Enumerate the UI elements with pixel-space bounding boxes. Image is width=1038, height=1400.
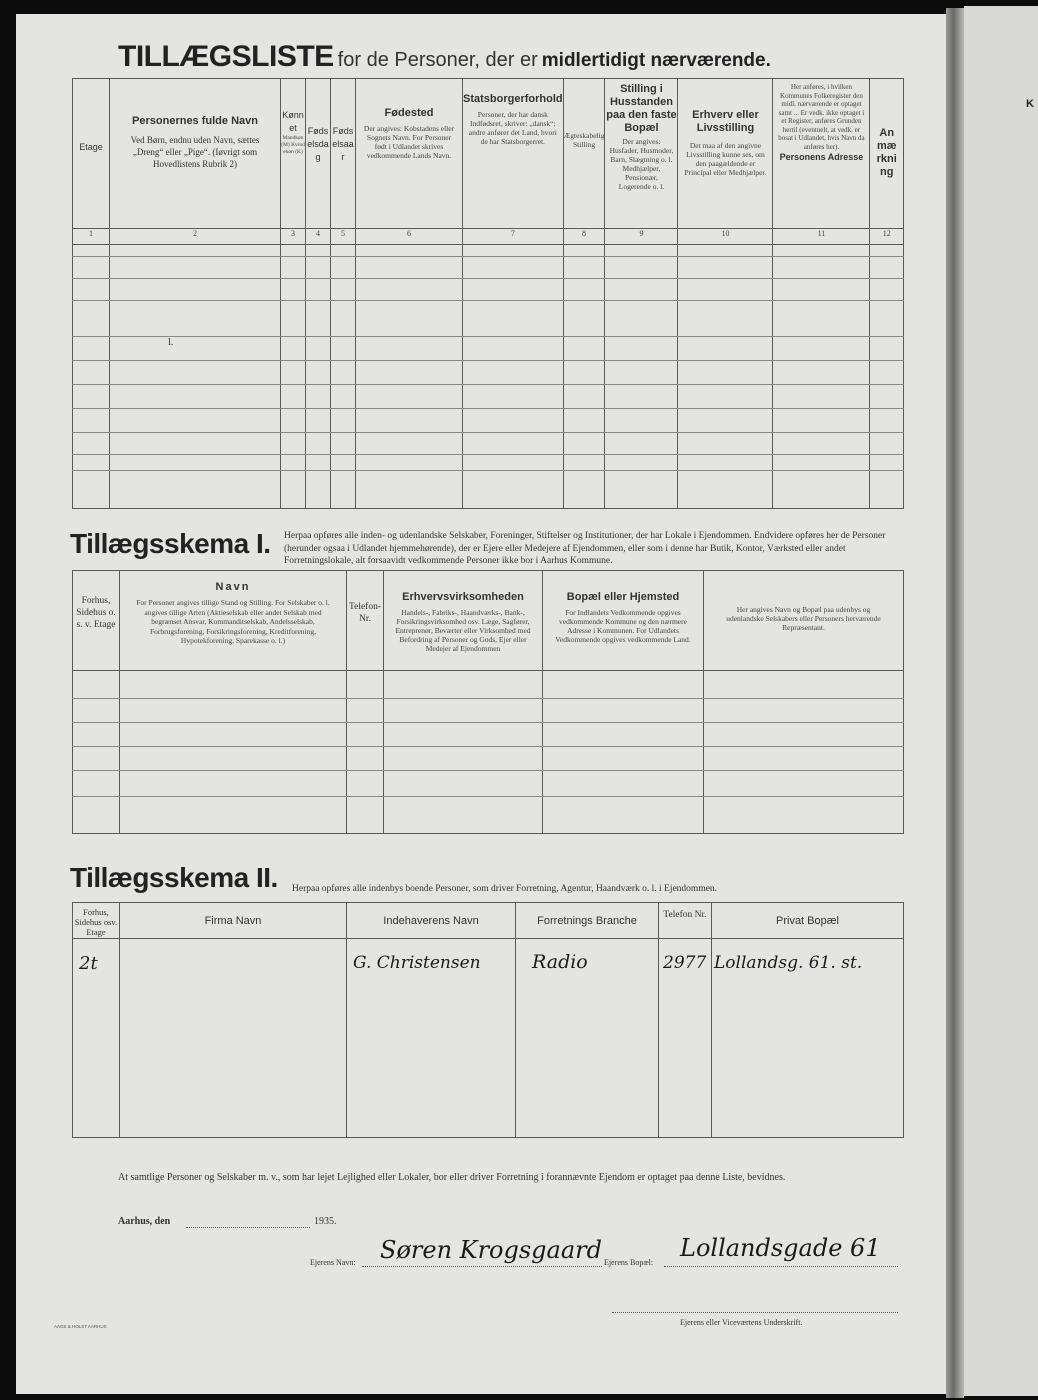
s1-col-navn: Navn For Personer angives tillige Stand og Stilling. For Selskaber o. l. angives tillige Arten (Aktieselskab eller andet Selskab med begrænset Ansvar, Kommanditselskab, Andelsselskab, Forbrugsforening, Forsikringsforening, Kreditforening, Hypotekforening, Sparekasse o. l.) xyxy=(120,571,347,671)
list-title-sub-bold: midlertidigt nærværende. xyxy=(541,50,771,71)
date-line xyxy=(186,1227,310,1228)
place-label: Aarhus, den xyxy=(118,1216,171,1227)
owner-addr-label: Ejerens Bopæl: xyxy=(604,1258,654,1267)
col-adresse: Her anføres, i hvilken Kommunes Folkeregister den midl. nærværende er optaget samt ... Er vedk. ikke optaget i et Register, anføres Grunden hertil (eventuelt, at vedk. er bosat i Udlandet, hvis Navn da anføres her). Personens Adresse xyxy=(773,79,870,229)
col-etage: Etage xyxy=(73,79,110,229)
s1-rule xyxy=(72,722,904,723)
next-page-letter: K xyxy=(1026,98,1034,110)
col-statsborger: Statsborgerforhold Personer, der har dansk Indfødsret, skriver: „dansk“; andre anfører det Land, hvori de har Statsborgerret. xyxy=(463,79,564,229)
s1-col-telefon: Telefon-Nr. xyxy=(347,571,384,671)
owner-addr-line xyxy=(664,1266,898,1267)
book-gutter xyxy=(946,8,964,1398)
s1-col-etage: Forhus, Sidehus o. s. v. Etage xyxy=(73,571,120,671)
skema1-table xyxy=(72,570,904,834)
signature-line xyxy=(612,1312,898,1313)
owner-name-line xyxy=(362,1266,602,1267)
s2-col-privat-bopael: Privat Bopæl xyxy=(776,915,839,927)
col-foedested: Fødested Der angives: Kobstadens eller Sognets Navn. For Personer født i Udlandet skrives vedkommende Lands Navn. xyxy=(356,79,463,229)
col-foedselsdag: Fødselsdag xyxy=(306,79,331,229)
col-foedselsaar: Fødselsaar xyxy=(331,79,356,229)
list-rule xyxy=(72,384,904,385)
list-rule xyxy=(72,408,904,409)
col-aegteskab: Ægteskabelig Stilling xyxy=(563,79,605,229)
list-rule xyxy=(72,360,904,361)
owner-name-label: Ejerens Navn: xyxy=(310,1258,356,1267)
list-table: Etage Personernes fulde Navn Ved Børn, endnu uden Navn, sættes „Dreng“ eller „Pige“. (Iøvrigt som Hovedlistens Rubrik 2) Kønnet Mandkøn (M) Kvindekøn (K) Fødselsdag Fødselsaar Fødested Der angives: Kobstadens eller Sognets Navn. For Personer født i Udlandet skrives vedkommende Lands Navn. Statsborgerforhold Personer, der har dansk Indfødsret, skriver: „dansk“; andre anfører det Land, hvori de har Statsborgerret. Ægteskabelig Stilling Stilling i Husstanden paa den faste Bopæl Der angives: Husfader, Husmoder, Barn, Slægtning o. l. Medhjælper, Pensionær, Logerende o. l. Erhverv eller Livsstilling Det maa af den angivne Livsstilling kunne ses, om den paagældende er Principal eller Medhjælper. Her anføres, i hvilken Kommunes Folkeregister den midl. nærværende er optaget samt ... Er vedk. ikke optaget i et Register, anføres Grunden hertil (eventuelt, at vedk. er bosat i Udlandet, hvis Navn da anføres her). Personens Adresse Anmærkning 1 2 3 4 5 6 7 8 9 10 11 12 l. xyxy=(72,78,904,509)
printer-mark: AAGE & HOLST AARHUS xyxy=(54,1324,107,1329)
list-rule xyxy=(72,454,904,455)
s2-col-etage: Forhus, Sidehus osv. Etage xyxy=(74,907,118,937)
s2-col-firma: Firma Navn xyxy=(204,915,262,927)
col-stilling: Stilling i Husstanden paa den faste Bopæl Der angives: Husfader, Husmoder, Barn, Slægtning o. l. Medhjælper, Pensionær, Logerende o. l. xyxy=(605,79,678,229)
s2-entry-indehaver: G. Christensen xyxy=(353,953,481,973)
list-title-sub: for de Personer, der er xyxy=(337,49,538,71)
skema1-title: Tillægsskema I. xyxy=(70,528,271,559)
s2-entry-branche: Radio xyxy=(532,951,588,973)
s1-col-bopael: Bopæl eller Hjemsted For Indlandets Vedkommende opgives vedkommende Kommune og den nærmere Adresse i Kommunen. For Udlandets Vedkommende opgives vedkommende Land. xyxy=(543,571,704,671)
s2-col-telefon: Telefon Nr. xyxy=(663,910,707,920)
list-rule xyxy=(72,278,904,279)
owner-name-signature: Søren Krogsgaard xyxy=(380,1236,602,1264)
s1-rule xyxy=(72,746,904,747)
next-page-edge xyxy=(964,6,1038,1396)
owner-addr-signature: Lollandsgade 61 xyxy=(680,1234,881,1262)
list-title-main: TILLÆGSLISTE xyxy=(118,40,334,73)
list-title xyxy=(118,40,771,74)
s1-rule xyxy=(72,770,904,771)
signature-label: Ejerens eller Viceværtens Underskrift. xyxy=(680,1318,803,1327)
s2-col-indehaver: Indehaverens Navn xyxy=(383,915,479,927)
pencil-mark: l. xyxy=(168,337,174,348)
s1-col-erhverv: Erhvervsvirksomheden Handels-, Fabriks-, Haandværks-, Bank-, Forsikringsvirksomhed osv. Læge, Sagfører, Entreprenør, Beværter eller Virksomhed med Befordring af Personer og Gods, Ejer eller Medejer af Ejendommen xyxy=(384,571,543,671)
col-erhverv: Erhverv eller Livsstilling Det maa af den angivne Livsstilling kunne ses, om den paagældende er Principal eller Medhjælper. xyxy=(678,79,773,229)
skema2-title: Tillægsskema II. xyxy=(70,862,278,893)
skema2-table xyxy=(72,902,904,1138)
col-navn: Personernes fulde Navn Ved Børn, endnu uden Navn, sættes „Dreng“ eller „Pige“. (Iøvrigt som Hovedlistens Rubrik 2) xyxy=(110,79,281,229)
list-body xyxy=(73,245,904,509)
list-rule xyxy=(72,300,904,301)
s2-row-1 xyxy=(73,939,904,1138)
certification-text: At samtlige Personer og Selskaber m. v., som har lejet Lejlighed eller Lokaler, bor eller driver Forretning i forannævnte Ejendom er optaget paa denne Liste, bevidnes. xyxy=(118,1172,786,1183)
list-rule xyxy=(72,256,904,257)
col-anmaerkning: Anmærkning xyxy=(870,79,904,229)
s1-rule xyxy=(72,698,904,699)
s1-col-repraesentant: Her angives Navn og Bopæl paa udenbys og udenlandske Selskabers eller Personers herværende Repræsentant. xyxy=(704,571,904,671)
list-rule xyxy=(72,432,904,433)
s2-entry-etage: 2t xyxy=(79,953,98,974)
list-rule xyxy=(72,470,904,471)
skema2-intro: Herpaa opføres alle indenbys boende Personer, som driver Forretning, Agentur, Haandværk o. l. i Ejendommen. xyxy=(292,884,718,894)
col-koen: Kønnet Mandkøn (M) Kvindekøn (K) xyxy=(281,79,306,229)
year-label: 1935. xyxy=(314,1216,337,1227)
skema1-intro: Herpaa opføres alle inden- og udenlandske Selskaber, Foreninger, Stiftelser og Institutioner, der har Lokale i Ejendommen. Endvidere opføres her de Personer (herunder ogsaa i Udlandet hjemmehørende), der er Ejere eller Medejere af Ejendommen, eller som i denne har Butik, Kontor, Værksted eller andet Forretningslokale, alt forsaavidt vedkommende Personer ikke bor i Aarhus Kommune. xyxy=(284,531,886,566)
list-rule xyxy=(72,336,904,337)
s2-entry-bopael: Lollandsg. 61. st. xyxy=(714,953,863,973)
s2-entry-telefon: 2977 xyxy=(663,953,707,973)
s1-rule xyxy=(72,796,904,797)
s2-col-branche: Forretnings Branche xyxy=(537,915,637,927)
